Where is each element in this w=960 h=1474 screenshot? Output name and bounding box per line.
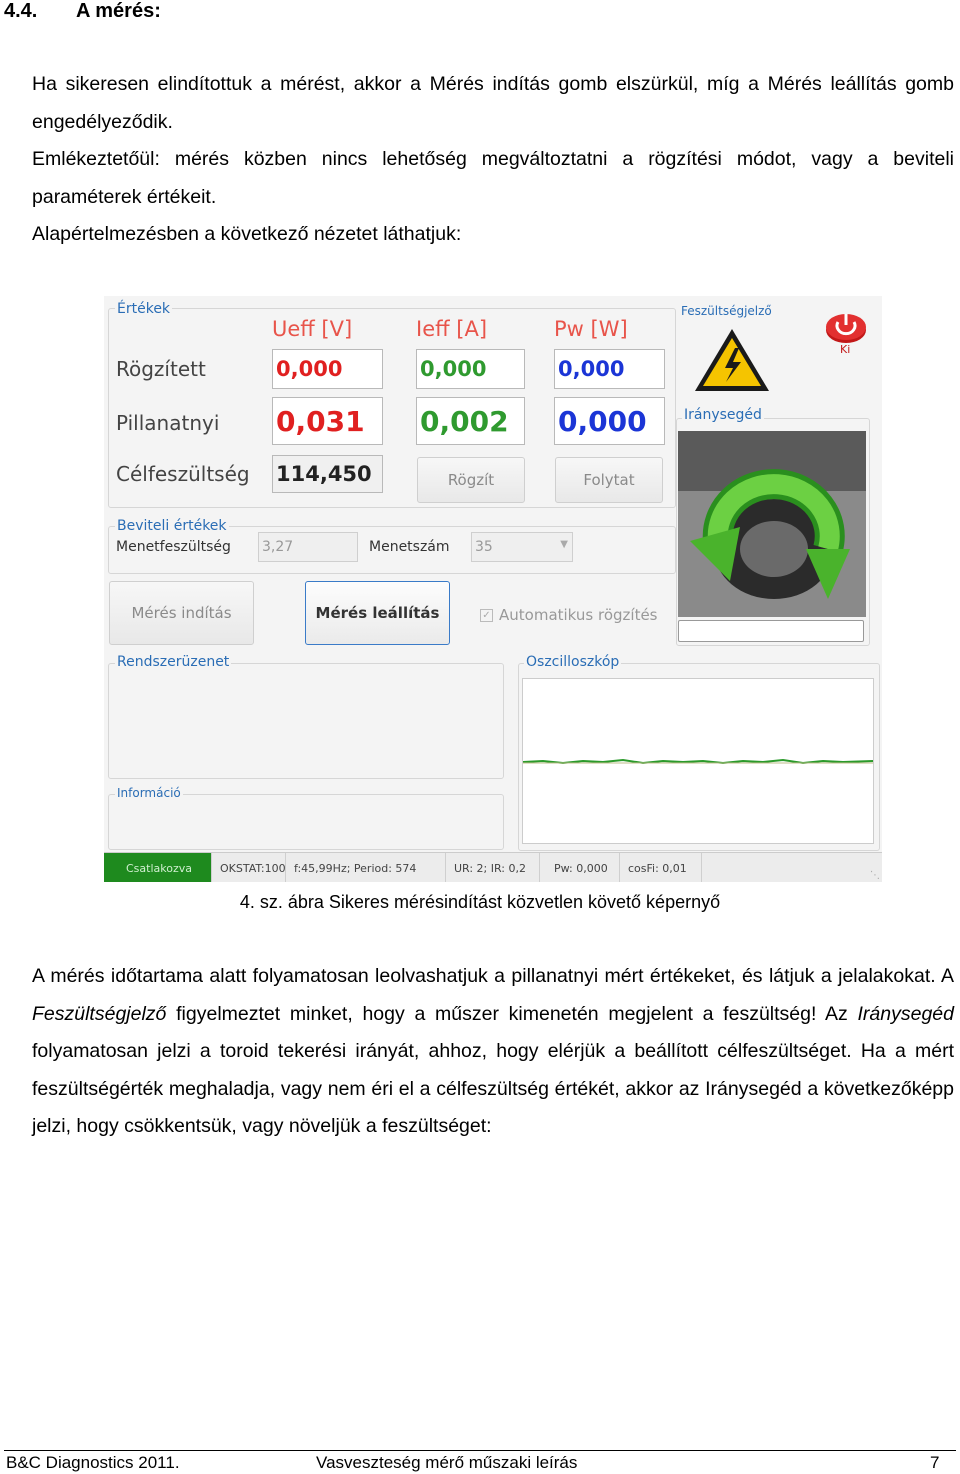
body-text-1: A mérés időtartama alatt folyamatosan leolvashatjuk a pillanatnyi mért értékeket, és látjuk a jelalakokat. A (32, 965, 954, 987)
section-number: 4.4. (4, 0, 38, 22)
section-title: A mérés: (76, 0, 161, 22)
direction-guide-term: Iránysegéd (857, 1002, 954, 1025)
target-voltage-label: Célfeszültség (116, 462, 250, 486)
resize-grip-icon[interactable]: ⋱ (870, 870, 880, 881)
voltage-indicator-term: Feszültségjelző (32, 1002, 167, 1025)
system-message-title: Rendszerüzenet (117, 654, 230, 670)
direction-guide-title: Iránysegéd (684, 407, 762, 423)
footer-document-title: Vasveszteség mérő műszaki leírás (316, 1453, 578, 1472)
application-screenshot (104, 296, 882, 882)
turns-label: Menetszám (369, 539, 450, 555)
target-voltage-value: 114,450 (272, 455, 383, 493)
section-heading (4, 0, 161, 23)
recorded-label: Rögzített (116, 357, 206, 381)
high-voltage-warning-icon (692, 326, 772, 394)
pw-header: Pw [W] (554, 317, 628, 341)
direction-arrow-icon (678, 431, 866, 617)
info-group (108, 794, 504, 850)
intro-paragraph-1: Ha sikeresen elindítottuk a mérést, akkor a Mérés indítás gomb elszürkül, míg a Mérés leállítás gomb engedélyeződik. (32, 73, 954, 133)
continue-button[interactable]: Folytat (555, 457, 663, 503)
instant-ueff-value: 0,031 (272, 397, 383, 445)
instant-pw-value: 0,000 (554, 397, 665, 445)
recorded-ieff-value: 0,000 (416, 349, 525, 389)
status-range: UR: 2; IR: 0,2 (448, 853, 540, 882)
instant-label: Pillanatnyi (116, 411, 220, 435)
turns-select[interactable] (471, 532, 573, 562)
record-button[interactable]: Rögzít (417, 457, 525, 503)
start-measurement-button[interactable]: Mérés indítás (109, 581, 254, 645)
values-group-title: Értékek (117, 301, 171, 317)
stop-measurement-button[interactable]: Mérés leállítás (305, 581, 450, 645)
turns-select-value: 35 (475, 539, 493, 555)
checkbox-check-icon: ✓ (480, 609, 493, 622)
ueff-header: Ueff [V] (272, 317, 353, 341)
instant-ieff-value: 0,002 (416, 397, 525, 445)
intro-paragraph-2: Emlékeztetőül: mérés közben nincs lehetőség megváltoztatni a rögzítési módot, vagy a beviteli paraméterek értékeit. (32, 148, 954, 208)
oscilloscope-title: Oszcilloszkóp (526, 654, 620, 670)
power-label: Ki (840, 343, 851, 356)
body-text-2: figyelmeztet minket, hogy a műszer kimenetén megjelent a feszültség! Az (166, 1002, 858, 1025)
winding-voltage-label: Menetfeszültség (116, 539, 231, 555)
oscilloscope-plot (522, 678, 874, 844)
ieff-header: Ieff [A] (416, 317, 488, 341)
status-power: Pw: 0,000 (548, 853, 620, 882)
status-bar (104, 852, 882, 882)
power-icon[interactable] (824, 308, 868, 344)
voltage-indicator-title: Feszültségjelző (681, 304, 772, 318)
direction-guide-text-field (678, 620, 864, 642)
status-frequency: f:45,99Hz; Period: 574 (288, 853, 446, 882)
footer-company: B&C Diagnostics 2011. (6, 1453, 180, 1472)
chevron-down-icon: ▼ (560, 539, 568, 550)
input-group-title: Beviteli értékek (117, 518, 227, 534)
status-connected: Csatlakozva (104, 853, 212, 882)
auto-record-label: Automatikus rögzítés (499, 606, 658, 624)
footer-page-number: 7 (930, 1453, 940, 1472)
oscilloscope-trace (523, 679, 873, 843)
info-title: Információ (117, 786, 181, 800)
recorded-pw-value: 0,000 (554, 349, 665, 389)
status-okstat: OKSTAT:100 (214, 853, 286, 882)
status-cosfi: cosFi: 0,01 (622, 853, 702, 882)
system-message-group (108, 663, 504, 779)
figure-caption: 4. sz. ábra Sikeres mérésindítást közvetlen követő képernyő (239, 892, 721, 912)
intro-paragraph-3: Alapértelmezésben a következő nézetet láthatjuk: (32, 223, 462, 245)
auto-record-checkbox[interactable] (480, 606, 658, 624)
body-paragraph (32, 958, 954, 1146)
body-text-3: folyamatosan jelzi a toroid tekerési irányát, ahhoz, hogy elérjük a beállított célfeszültséget. Ha a mért feszültségérték meghaladja, vagy nem éri el a célfeszültség értékét, akkor az Iránysegéd a következőképp jelzi, hogy csökkentsük, vagy növeljük a feszültséget: (32, 1040, 954, 1137)
footer-divider (4, 1450, 956, 1451)
recorded-ueff-value: 0,000 (272, 349, 383, 389)
winding-voltage-input[interactable]: 3,27 (258, 532, 358, 562)
